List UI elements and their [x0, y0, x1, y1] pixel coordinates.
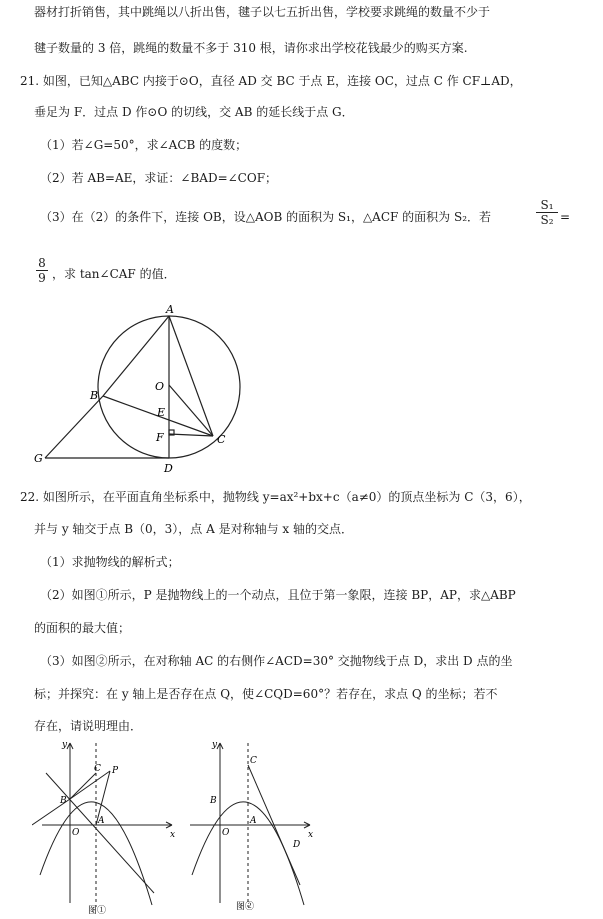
label-d: D [164, 462, 173, 475]
q21-fraction-8-9 [36, 256, 48, 285]
q22-stem-2: 并与 y 轴交于点 B（0，3），点 A 是对称轴与 x 轴的交点． [34, 522, 354, 536]
label-o: O [155, 380, 165, 393]
q21-part-1: （1）若∠G=50°，求∠ACB 的度数； [40, 138, 248, 152]
q21-fraction-numerator: S₁ [540, 198, 554, 212]
q21-number: 21. [20, 74, 40, 88]
q21-circle-figure [0, 300, 603, 480]
q21-equals: = [560, 210, 571, 224]
q21-stem-1 [20, 73, 522, 89]
q21-stem-2: 垂足为 F．过点 D 作⊙O 的切线，交 AB 的延长线于点 G． [34, 105, 354, 119]
fig1-caption: 图① [88, 906, 107, 915]
q22-stem-1 [20, 489, 531, 505]
q21-part-3: （3）在（2）的条件下，连接 OB，设△AOB 的面积为 S₁，△ACF 的面积为 S₂．若 [40, 210, 492, 224]
q22-figure-2 [180, 735, 330, 915]
label-e: E [157, 406, 166, 419]
label-f: F [156, 431, 164, 444]
fig2-c-label: C [250, 756, 257, 766]
fig1-p-label: P [112, 766, 119, 776]
q21-fraction-denominator: S₂ [540, 213, 554, 227]
q21-part-2: （2）若 AB=AE，求证：∠BAD=∠COF； [40, 171, 278, 185]
fig1-x-label: x [170, 830, 176, 840]
fig1-b-label: B [60, 796, 67, 806]
fig2-b-label: B [210, 796, 217, 806]
q22-stem-1-text: 如图所示，在平面直角坐标系中，抛物线 y=ax²+bx+c（a≠0）的顶点坐标为 C（3，6）， [42, 490, 531, 504]
continuation-line-2: 毽子数量的 3 倍，跳绳的数量不多于 310 根，请你求出学校花钱最少的购买方案. [34, 41, 468, 55]
fig1-a-label: A [98, 816, 105, 826]
q22-part-3a: （3）如图②所示，在对称轴 AC 的右侧作∠ACD=30° 交抛物线于点 D，求出 D 点的坐 [40, 654, 513, 668]
q22-number: 22. [20, 490, 40, 504]
continuation-line-1: 器材打折销售，其中跳绳以八折出售，毽子以七五折出售，学校要求跳绳的数量不少于 [34, 5, 491, 19]
q22-figure-1 [32, 735, 182, 915]
q21-fraction-s1-s2 [536, 198, 558, 227]
fig2-y-label: y [212, 740, 218, 750]
fig2-o-label: O [222, 828, 230, 838]
q22-part-2b: 的面积的最大值； [34, 621, 131, 635]
q21-part-3-tail: ，求 tan∠CAF 的值． [52, 267, 176, 281]
fig1-y-label: y [62, 740, 68, 750]
fig2-caption: 图② [236, 902, 255, 912]
fig2-a-label: A [250, 816, 257, 826]
label-b: B [90, 389, 99, 402]
label-c: C [217, 433, 226, 446]
segment-cf [169, 434, 213, 436]
line-ba [46, 773, 154, 893]
q22-part-1: （1）求抛物线的解析式； [40, 555, 180, 569]
label-g: G [34, 452, 43, 465]
q22-part-3c: 存在，请说明理由． [34, 719, 143, 733]
fig2-x-label: x [308, 830, 314, 840]
segment-bc [70, 773, 96, 799]
fig2-d-label: D [293, 840, 301, 850]
segment-bg [45, 396, 103, 458]
q21-fraction-9: 9 [38, 271, 46, 285]
label-a: A [166, 303, 174, 316]
q21-stem-1-text: 如图，已知△ABC 内接于⊙O，直径 AD 交 BC 于点 E，连接 OC，过点 C 作 CF⊥AD， [42, 74, 522, 88]
q22-part-2a: （2）如图①所示，P 是抛物线上的一个动点，且位于第一象限，连接 BP，AP，求△ABP [40, 588, 516, 602]
fig1-o-label: O [72, 828, 80, 838]
q21-fraction-8: 8 [38, 256, 46, 270]
segment-ac [169, 316, 213, 436]
fig1-c-label: C [94, 764, 101, 774]
q22-part-3b: 标；并探究：在 y 轴上是否存在点 Q，使∠CQD=60°？若存在，求点 Q 的坐标；若不 [34, 687, 498, 701]
